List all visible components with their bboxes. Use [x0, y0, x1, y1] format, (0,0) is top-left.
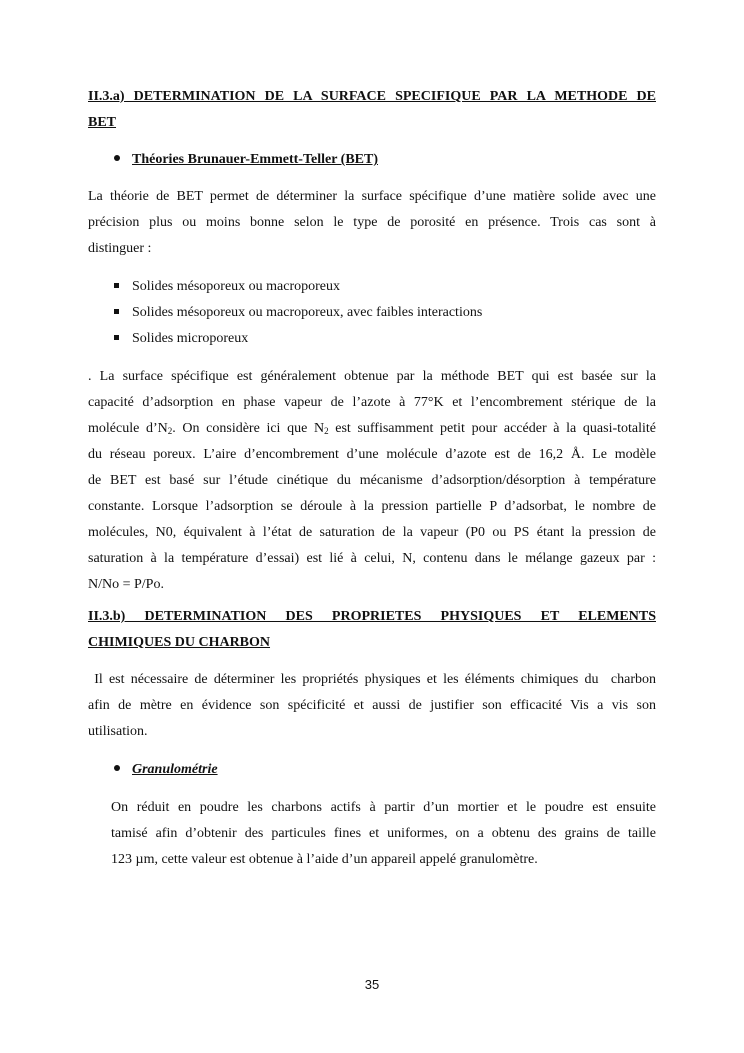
- bullet-dot-icon: [114, 155, 120, 161]
- p-line-1: Il est nécessaire de déterminer les propriétés physiques et les éléments chimiques du charbon: [88, 672, 656, 687]
- body-line-4: du réseau poreux. L’aire d’encombrement d’une molécule d’azote est de 16,2 Å. Le modèle: [88, 447, 656, 462]
- body-line-2: capacité d’adsorption en phase vapeur de l’azote à 77°K et l’encombrement stérique de la: [88, 395, 656, 410]
- g-line-2: tamisé afin d’obtenir des particules fines et uniformes, on a obtenu des grains de taille: [111, 826, 656, 841]
- bullet-bet-theory: [88, 147, 656, 173]
- body-line-7: molécules, N0, équivalent à l’état de saturation de la vapeur (P0 ou PS étant la pression de: [88, 525, 656, 540]
- intro-paragraph: [88, 184, 656, 262]
- body-line-9: N/No = P/Po.: [88, 577, 164, 592]
- list-item: Solides microporeux: [114, 326, 656, 352]
- bullet-dot-icon: [114, 765, 120, 771]
- heading-line-1: II.3.b) DETERMINATION DES PROPRIETES PHYSIQUES ET ELEMENTS: [88, 609, 656, 624]
- bullet-granulometrie: [88, 757, 656, 783]
- body-line-5: de BET est basé sur l’étude cinétique du mécanisme d’adsorption/désorption à température: [88, 473, 656, 488]
- cases-list: [88, 274, 656, 352]
- body-line-8: saturation à la température d’essai) est lié à celui, N, contenu dans le mélange gazeux par :: [88, 551, 656, 566]
- square-bullet-icon: [114, 309, 119, 314]
- p-line-3: utilisation.: [88, 724, 148, 739]
- square-bullet-icon: [114, 335, 119, 340]
- section-b-heading: [88, 604, 656, 656]
- g-line-3: 123 µm, cette valeur est obtenue à l’aide d’un appareil appelé granulomètre.: [111, 852, 538, 867]
- body-line-1: . La surface spécifique est généralement obtenue par la méthode BET qui est basée sur la: [88, 369, 656, 384]
- intro-line-2: précision plus ou moins bonne selon le type de porosité en présence. Trois cas sont à: [88, 215, 656, 230]
- section-b-paragraph: [88, 667, 656, 745]
- body-line-6: constante. Lorsque l’adsorption se déroule à la pression partielle P d’adsorbat, le nombre de: [88, 499, 656, 514]
- square-bullet-icon: [114, 283, 119, 288]
- g-line-1: On réduit en poudre les charbons actifs à partir d’un mortier et le poudre est ensuite: [111, 800, 656, 815]
- bullet-title: Granulométrie: [132, 762, 218, 777]
- page-content: [88, 84, 656, 873]
- list-item: Solides mésoporeux ou macroporeux: [114, 274, 656, 300]
- body-line-3: molécule $d’N_2$. On considère ici que $N_2$ est suffisamment petit pour accéder à la quasi-totalité: [88, 421, 656, 436]
- bet-body-paragraph: [88, 364, 656, 598]
- page-number: 35: [364, 977, 380, 992]
- heading-line-2: CHIMIQUES DU CHARBON: [88, 635, 271, 650]
- p-line-2: afin de mètre en évidence son spécificité et aussi de justifier son efficacité Vis a vis son: [88, 698, 656, 713]
- heading-line-2: BET: [88, 115, 117, 130]
- intro-line-3: distinguer :: [88, 241, 152, 256]
- heading-line-1: II.3.a) DETERMINATION DE LA SURFACE SPECIFIQUE PAR LA METHODE DE: [88, 89, 656, 104]
- section-a-heading: [88, 84, 656, 136]
- granulometrie-paragraph: [88, 795, 656, 873]
- intro-line-1: La théorie de BET permet de déterminer la surface spécifique d’une matière solide avec une: [88, 189, 656, 204]
- bullet-title: Théories Brunauer-Emmett-Teller (BET): [132, 152, 379, 167]
- list-item: Solides mésoporeux ou macroporeux, avec faibles interactions: [114, 300, 656, 326]
